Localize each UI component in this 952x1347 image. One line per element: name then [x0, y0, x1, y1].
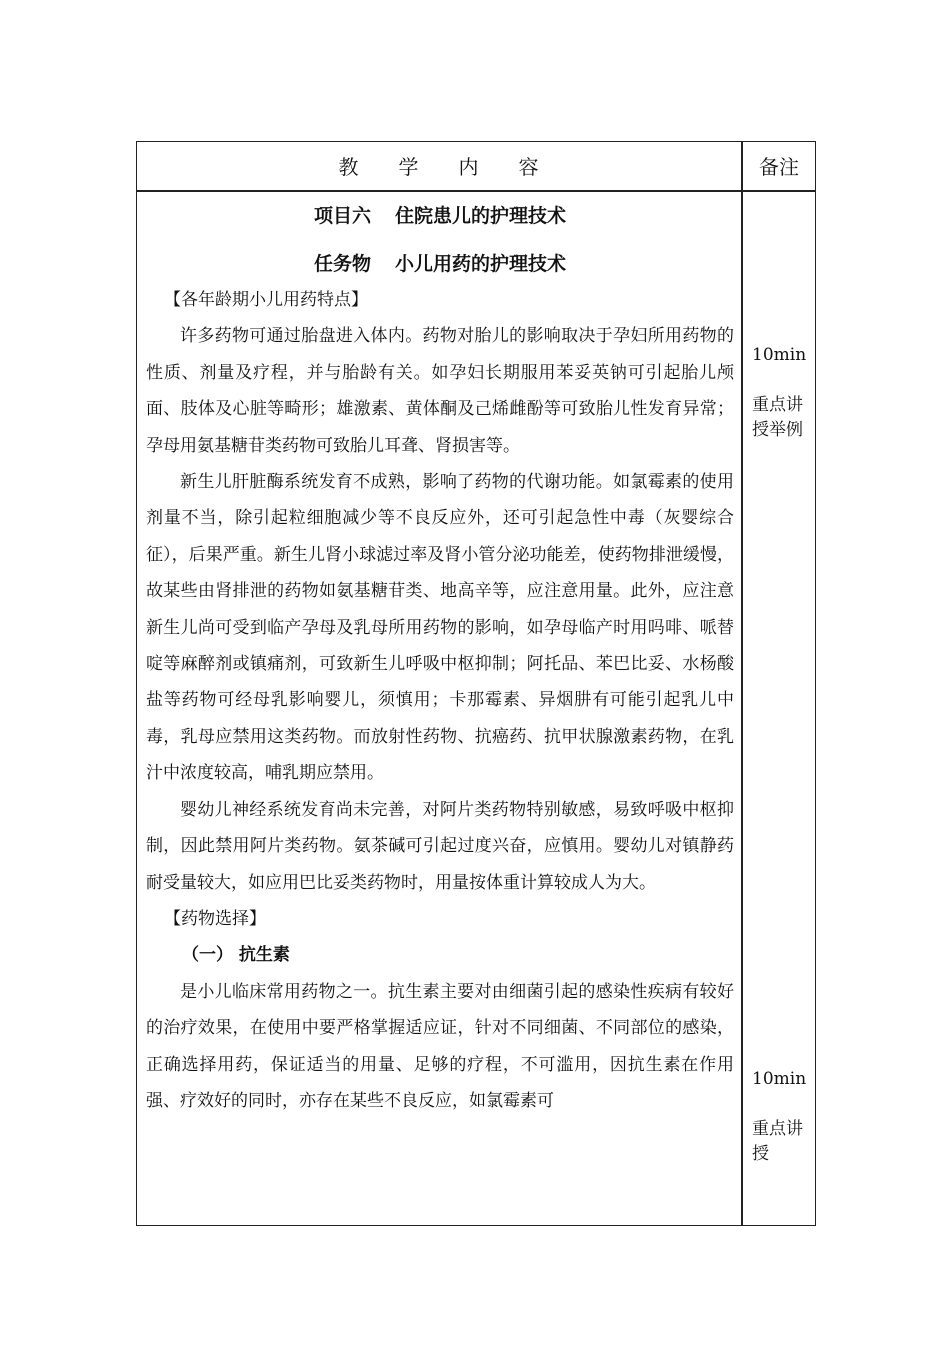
note-column-header: 备注 — [759, 155, 799, 179]
project-prefix: 项目六 — [313, 205, 371, 227]
task-title — [146, 244, 734, 284]
drug-choice-label: 【药物选择】 — [164, 908, 266, 929]
note-text-2: 重点讲授 — [752, 1119, 803, 1164]
note-time-1: 10min — [752, 345, 807, 365]
paragraph-newborn-drugs: 新生儿肝脏酶系统发育不成熟，影响了药物的代谢功能。如氯霉素的使用剂量不当，除引起粒细胞减少等不良反应外，还可引起急性中毒（灰婴综合征），后果严重。新生儿肾小球滤过率及肾小管分泌功能差，使药物排泄缓慢，故某些由肾排泄的药物如氨基糖苷类、地高辛等，应注意用量。此外，应注意新生儿尚可受到临产孕母及乳母所用药物的影响，如孕母临产时用吗啡、哌替啶等麻醉剂或镇痛剂，可致新生儿呼吸中枢抑制；阿托品、苯巴比妥、水杨酸盐等药物可经母乳影响婴儿，须慎用；卡那霉素、异烟肼有可能引起乳儿中毒，乳母应禁用这类药物。而放射性药物、抗癌药、抗甲状腺激素药物，在乳汁中浓度较高，哺乳期应禁用。 — [146, 472, 734, 784]
note-time-2: 10min — [752, 1069, 807, 1089]
content-column-header: 教学内容 — [338, 155, 579, 179]
paragraph-antibiotics: 是小儿临床常用药物之一。抗生素主要对由细菌引起的感染性疾病有较好的治疗效果，在使用中要严格掌握适应证，针对不同细菌、不同部位的感染，正确选择用药，保证适当的用量、足够的疗程，不可滥用，因抗生素在作用强、疗效好的同时，亦存在某些不良反应，如氯霉素可 — [146, 981, 734, 1111]
task-name: 小儿用药的护理技术 — [395, 253, 567, 275]
paragraph-fetal-drugs: 许多药物可通过胎盘进入体内。药物对胎儿的影响取决于孕妇所用药物的性质、剂量及疗程，并与胎龄有关。如孕妇长期服用苯妥英钠可引起胎儿颅面、肢体及心脏等畸形；雄激素、黄体酮及己烯雌酚等可致胎儿性发育异常；孕母用氨基糖苷类药物可致胎儿耳聋、肾损害等。 — [146, 326, 734, 456]
paragraph-infant-drugs: 婴幼儿神经系统发育尚未完善，对阿片类药物特别敏感，易致呼吸中枢抑制，因此禁用阿片类药物。氨茶碱可引起过度兴奋，应慎用。婴幼儿对镇静药耐受量较大，如应用巴比妥类药物时，用量按体重计算较成人为大。 — [146, 799, 734, 893]
age-features-label: 【各年龄期小儿用药特点】 — [164, 290, 368, 310]
project-name: 住院患儿的护理技术 — [395, 205, 567, 227]
header-divider — [136, 190, 816, 192]
task-prefix: 任务物 — [313, 253, 371, 275]
column-divider — [741, 141, 743, 1226]
project-title — [146, 196, 734, 236]
antibiotic-heading: （一） 抗生素 — [182, 945, 290, 966]
note-text-1: 重点讲授举例 — [752, 395, 803, 440]
lesson-content — [146, 196, 734, 1119]
